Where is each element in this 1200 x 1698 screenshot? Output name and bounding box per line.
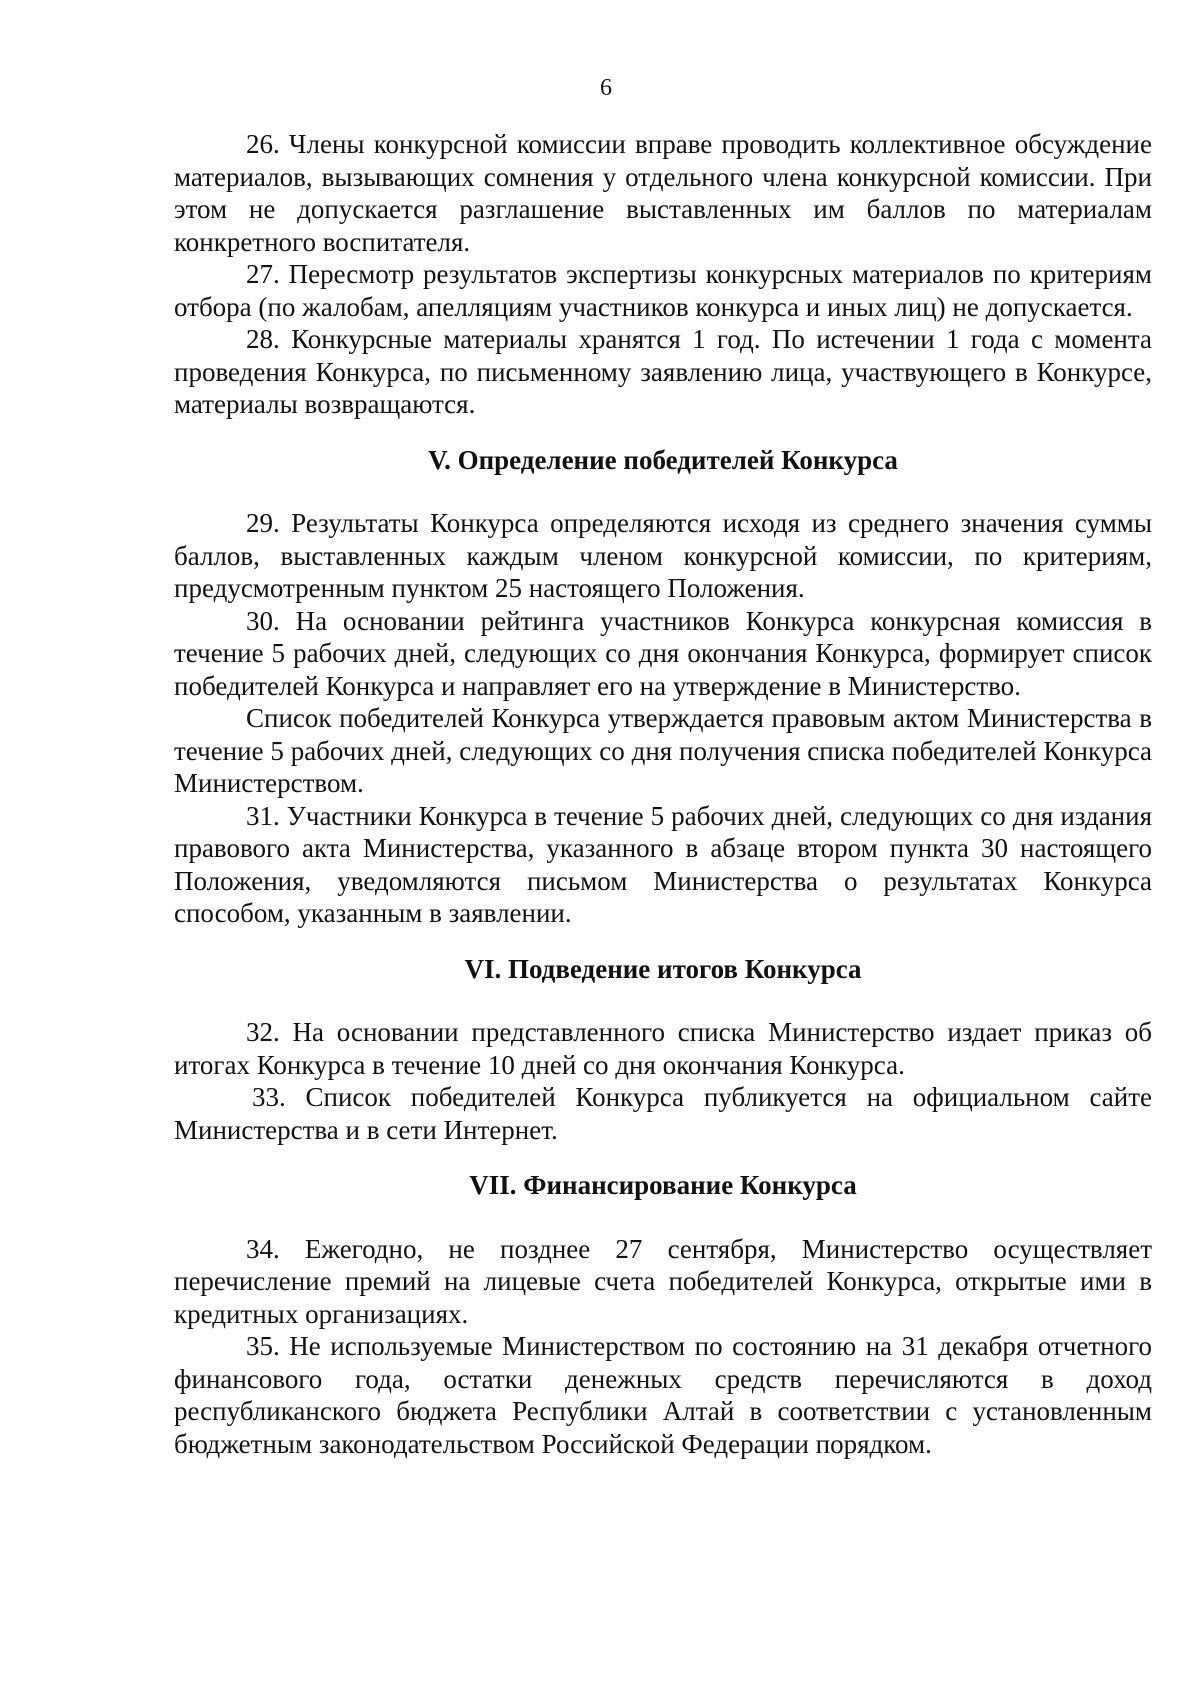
paragraph-29: 29. Результаты Конкурса определяются исходя из среднего значения суммы баллов, выставленных каждым членом конкурсной комиссии, по критериям, предусмотренным пунктом 25 настоящего Положения. — [174, 508, 1152, 603]
document-body — [174, 128, 1152, 1460]
paragraph-28: 28. Конкурсные материалы хранятся 1 год. По истечении 1 года с момента проведения Конкурса, по письменному заявлению лица, участвующего в Конкурсе, материалы возвращаются. — [174, 324, 1152, 419]
paragraph-30: 30. На основании рейтинга участников Конкурса конкурсная комиссия в течение 5 рабочих дней, следующих со дня окончания Конкурса, формирует список победителей Конкурса и направляет его на утверждение в Министерство. — [174, 605, 1152, 701]
paragraph-27: 27. Пересмотр результатов экспертизы конкурсных материалов по критериям отбора (по жалобам, апелляциям участников конкурса и иных лиц) не допускается. — [174, 259, 1152, 322]
paragraph-31: 31. Участники Конкурса в течение 5 рабочих дней, следующих со дня издания правового акта Министерства, указанного в абзаце втором пункта 30 настоящего Положения, уведомляются письмом Министерства о результатах Конкурса способом, указанным в заявлении. — [174, 800, 1152, 928]
section-heading-v: V. Определение победителей Конкурса — [428, 444, 898, 475]
paragraph-26: 26. Члены конкурсной комиссии вправе проводить коллективное обсуждение материалов, вызывающих сомнения у отдельного члена конкурсной комиссии. При этом не допускается разглашение выставленных им баллов по материалам конкретного воспитателя. — [174, 129, 1152, 257]
paragraph-33: 33. Список победителей Конкурса публикуется на официальном сайте Министерства и в сети Интернет. — [174, 1082, 1152, 1145]
paragraph-34: 34. Ежегодно, не позднее 27 сентября, Министерство осуществляет перечисление премий на лицевые счета победителей Конкурса, открытые ими в кредитных организациях. — [174, 1233, 1152, 1329]
section-heading-vii: VII. Финансирование Конкурса — [469, 1170, 857, 1200]
section-heading-vi: VI. Подведение итогов Конкурса — [464, 953, 862, 984]
paragraph-32: 32. На основании представленного списка Министерство издает приказ об итогах Конкурса в течение 10 дней со дня окончания Конкурса. — [174, 1017, 1152, 1080]
paragraph-35: 35. Не используемые Министерством по состоянию на 31 декабря отчетного финансового года, остатки денежных средств перечисляются в доход республиканского бюджета Республики Алтай в соответствии с установленным бюджетным законодательством Российской Федерации порядком. — [174, 1331, 1152, 1459]
paragraph-30-second: Список победителей Конкурса утверждается правовым актом Министерства в течение 5 рабочих дней, следующих со дня получения списка победителей Конкурса Министерством. — [174, 703, 1152, 798]
page-number: 6 — [600, 75, 612, 101]
